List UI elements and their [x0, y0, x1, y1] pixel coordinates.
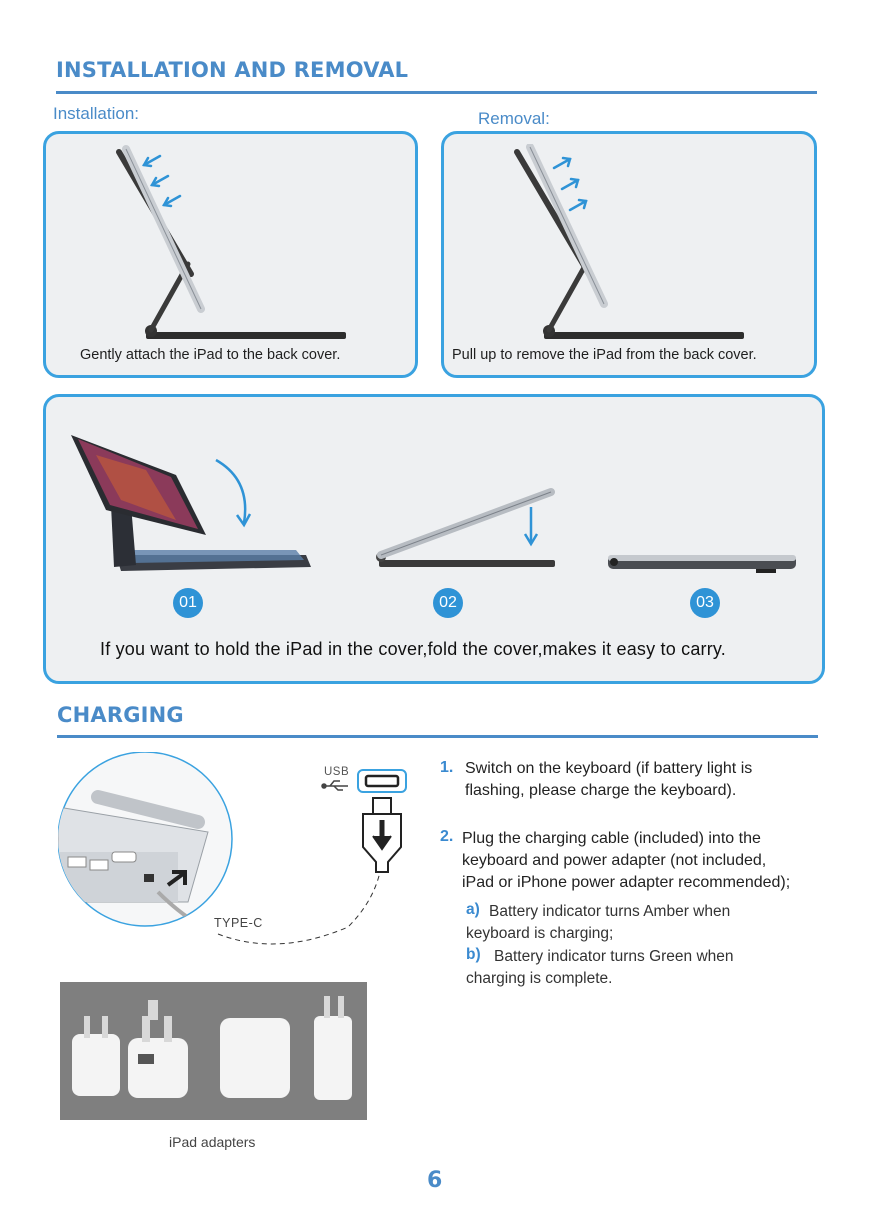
removal-illustration	[504, 144, 764, 344]
adapters-caption: iPad adapters	[169, 1134, 256, 1150]
removal-caption: Pull up to remove the iPad from the back cover.	[452, 347, 757, 363]
step1-line1: Switch on the keyboard (if battery light is	[465, 760, 753, 777]
sub-b-line2: charging is complete.	[466, 970, 613, 987]
sub-a-line1: Battery indicator turns Amber when	[489, 903, 731, 920]
step2-line2: keyboard and power adapter (not included,	[462, 852, 767, 869]
installation-caption: Gently attach the iPad to the back cover.	[80, 347, 341, 363]
sub-b-line1: Battery indicator turns Green when	[494, 948, 734, 965]
sub-b-letter: b)	[466, 946, 481, 963]
charging-illustration	[58, 752, 413, 962]
installation-label: Installation:	[53, 104, 139, 123]
fold-step-badge-03: 03	[690, 588, 720, 618]
fold-caption: If you want to hold the iPad in the cover,fold the cover,makes it easy to carry.	[100, 639, 726, 659]
page-number: 6	[427, 1168, 443, 1193]
fold-panel	[43, 394, 825, 684]
step1-number: 1.	[440, 759, 454, 776]
sub-a-line2: keyboard is charging;	[466, 925, 614, 942]
step2-line1: Plug the charging cable (included) into the	[462, 830, 761, 847]
usb-label: USB	[324, 766, 350, 778]
attach-arrows-icon	[134, 148, 194, 218]
installation-section-title: INSTALLATION AND REMOVAL	[56, 58, 409, 82]
step1-line2: flashing, please charge the keyboard).	[465, 782, 737, 799]
fold-step3-illustration	[606, 547, 801, 577]
fold-step-badge-01: 01	[173, 588, 203, 618]
removal-label: Removal:	[478, 109, 550, 128]
adapters-photo	[60, 982, 367, 1120]
fold-step2-illustration	[371, 482, 561, 577]
fold-step-badge-02: 02	[433, 588, 463, 618]
installation-panel	[43, 131, 418, 378]
step2-number: 2.	[440, 828, 454, 845]
section-divider	[56, 91, 817, 94]
removal-panel	[441, 131, 817, 378]
charging-section-title: CHARGING	[57, 703, 184, 727]
charging-divider	[57, 735, 818, 738]
step2-line3: iPad or iPhone power adapter recommended);	[462, 874, 791, 891]
type-c-label: TYPE-C	[214, 916, 263, 930]
fold-step1-illustration	[66, 415, 316, 575]
sub-a-letter: a)	[466, 901, 480, 918]
remove-arrows-icon	[548, 152, 608, 222]
